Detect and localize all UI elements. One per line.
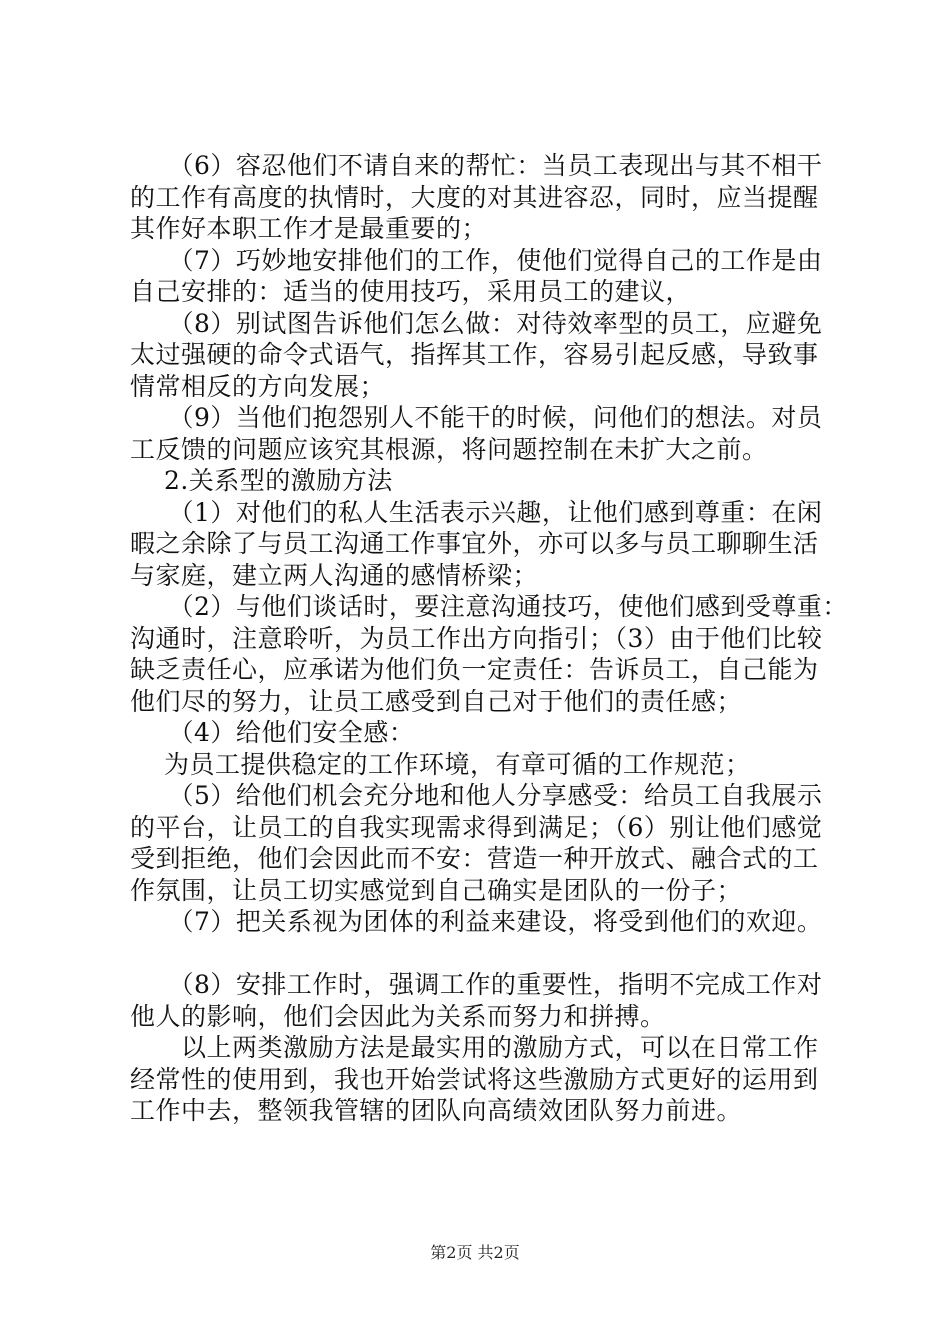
- text-line: （5）给他们机会充分地和他人分享感受：给员工自我展示: [130, 781, 823, 810]
- text-line: 为员工提供稳定的工作环境，有章可循的工作规范；: [130, 749, 751, 779]
- text-line: 的平台，让员工的自我实现需求得到满足；（6）别让他们感觉: [130, 812, 823, 842]
- text-line: （8）安排工作时，强调工作的重要性，指明不完成工作对: [130, 970, 823, 999]
- text-line: 工作中去，整领我管辖的团队向高绩效团队努力前进。: [130, 1096, 743, 1125]
- text-line: （4）给他们安全感：: [130, 718, 415, 747]
- text-line: 受到拒绝，他们会因此而不安：营造一种开放式、融合式的工: [130, 844, 819, 873]
- section-heading: 2.关系型的激励方法: [130, 466, 393, 495]
- text-line: 缺乏责任心，应承诺为他们负一定责任：告诉员工，自己能为: [130, 655, 819, 684]
- blank-line: [130, 938, 832, 970]
- document-body: [130, 150, 848, 1127]
- text-line: 其作好本职工作才是最重要的；: [130, 214, 488, 243]
- text-line: （1）对他们的私人生活表示兴趣，让他们感到尊重：在闲: [130, 497, 823, 527]
- text-line: 经常性的使用到，我也开始尝试将这些激励方式更好的运用到: [130, 1064, 819, 1094]
- text-line: 暇之余除了与员工沟通工作事宜外，亦可以多与员工聊聊生活: [130, 529, 819, 558]
- text-line: （8）别试图告诉他们怎么做：对待效率型的员工，应避免: [130, 308, 823, 338]
- text-line: 沟通时，注意聆听，为员工作出方向指引；（3）由于他们比较: [130, 623, 823, 653]
- text-line: （6）容忍他们不请自来的帮忙：当员工表现出与其不相干: [130, 151, 823, 180]
- text-line: 的工作有高度的执情时，大度的对其进容忍，同时，应当提醒: [130, 182, 819, 212]
- text-line: 他们尽的努力，让员工感受到自己对于他们的责任感；: [130, 686, 743, 716]
- text-line: 与家庭，建立两人沟通的感情桥梁；: [130, 560, 539, 590]
- text-line: （7）把关系视为团体的利益来建设，将受到他们的欢迎。: [130, 907, 823, 936]
- text-line: （7）巧妙地安排他们的工作，使他们觉得自己的工作是由: [130, 245, 823, 275]
- text-line: 以上两类激励方法是最实用的激励方式，可以在日常工作: [130, 1033, 819, 1062]
- text-line: （2）与他们谈话时，要注意沟通技巧，使他们感到受尊重：: [130, 592, 848, 621]
- text-line: 情常相反的方向发展；: [130, 371, 386, 401]
- text-line: 太过强硬的命令式语气，指挥其工作，容易引起反感，导致事: [130, 340, 819, 369]
- text-line: 作氛围，让员工切实感觉到自己确实是团队的一份子；: [130, 875, 743, 905]
- text-line: （9）当他们抱怨别人不能干的时候，问他们的想法。对员: [130, 403, 823, 432]
- page-footer: 第2页 共2页: [430, 1243, 520, 1262]
- text-line: 工反馈的问题应该究其根源，将问题控制在未扩大之前。: [130, 434, 768, 464]
- text-line: 他人的影响，他们会因此为关系而努力和拼搏。: [130, 1001, 666, 1031]
- text-line: 自己安排的：适当的使用技巧，采用员工的建议，: [130, 277, 692, 306]
